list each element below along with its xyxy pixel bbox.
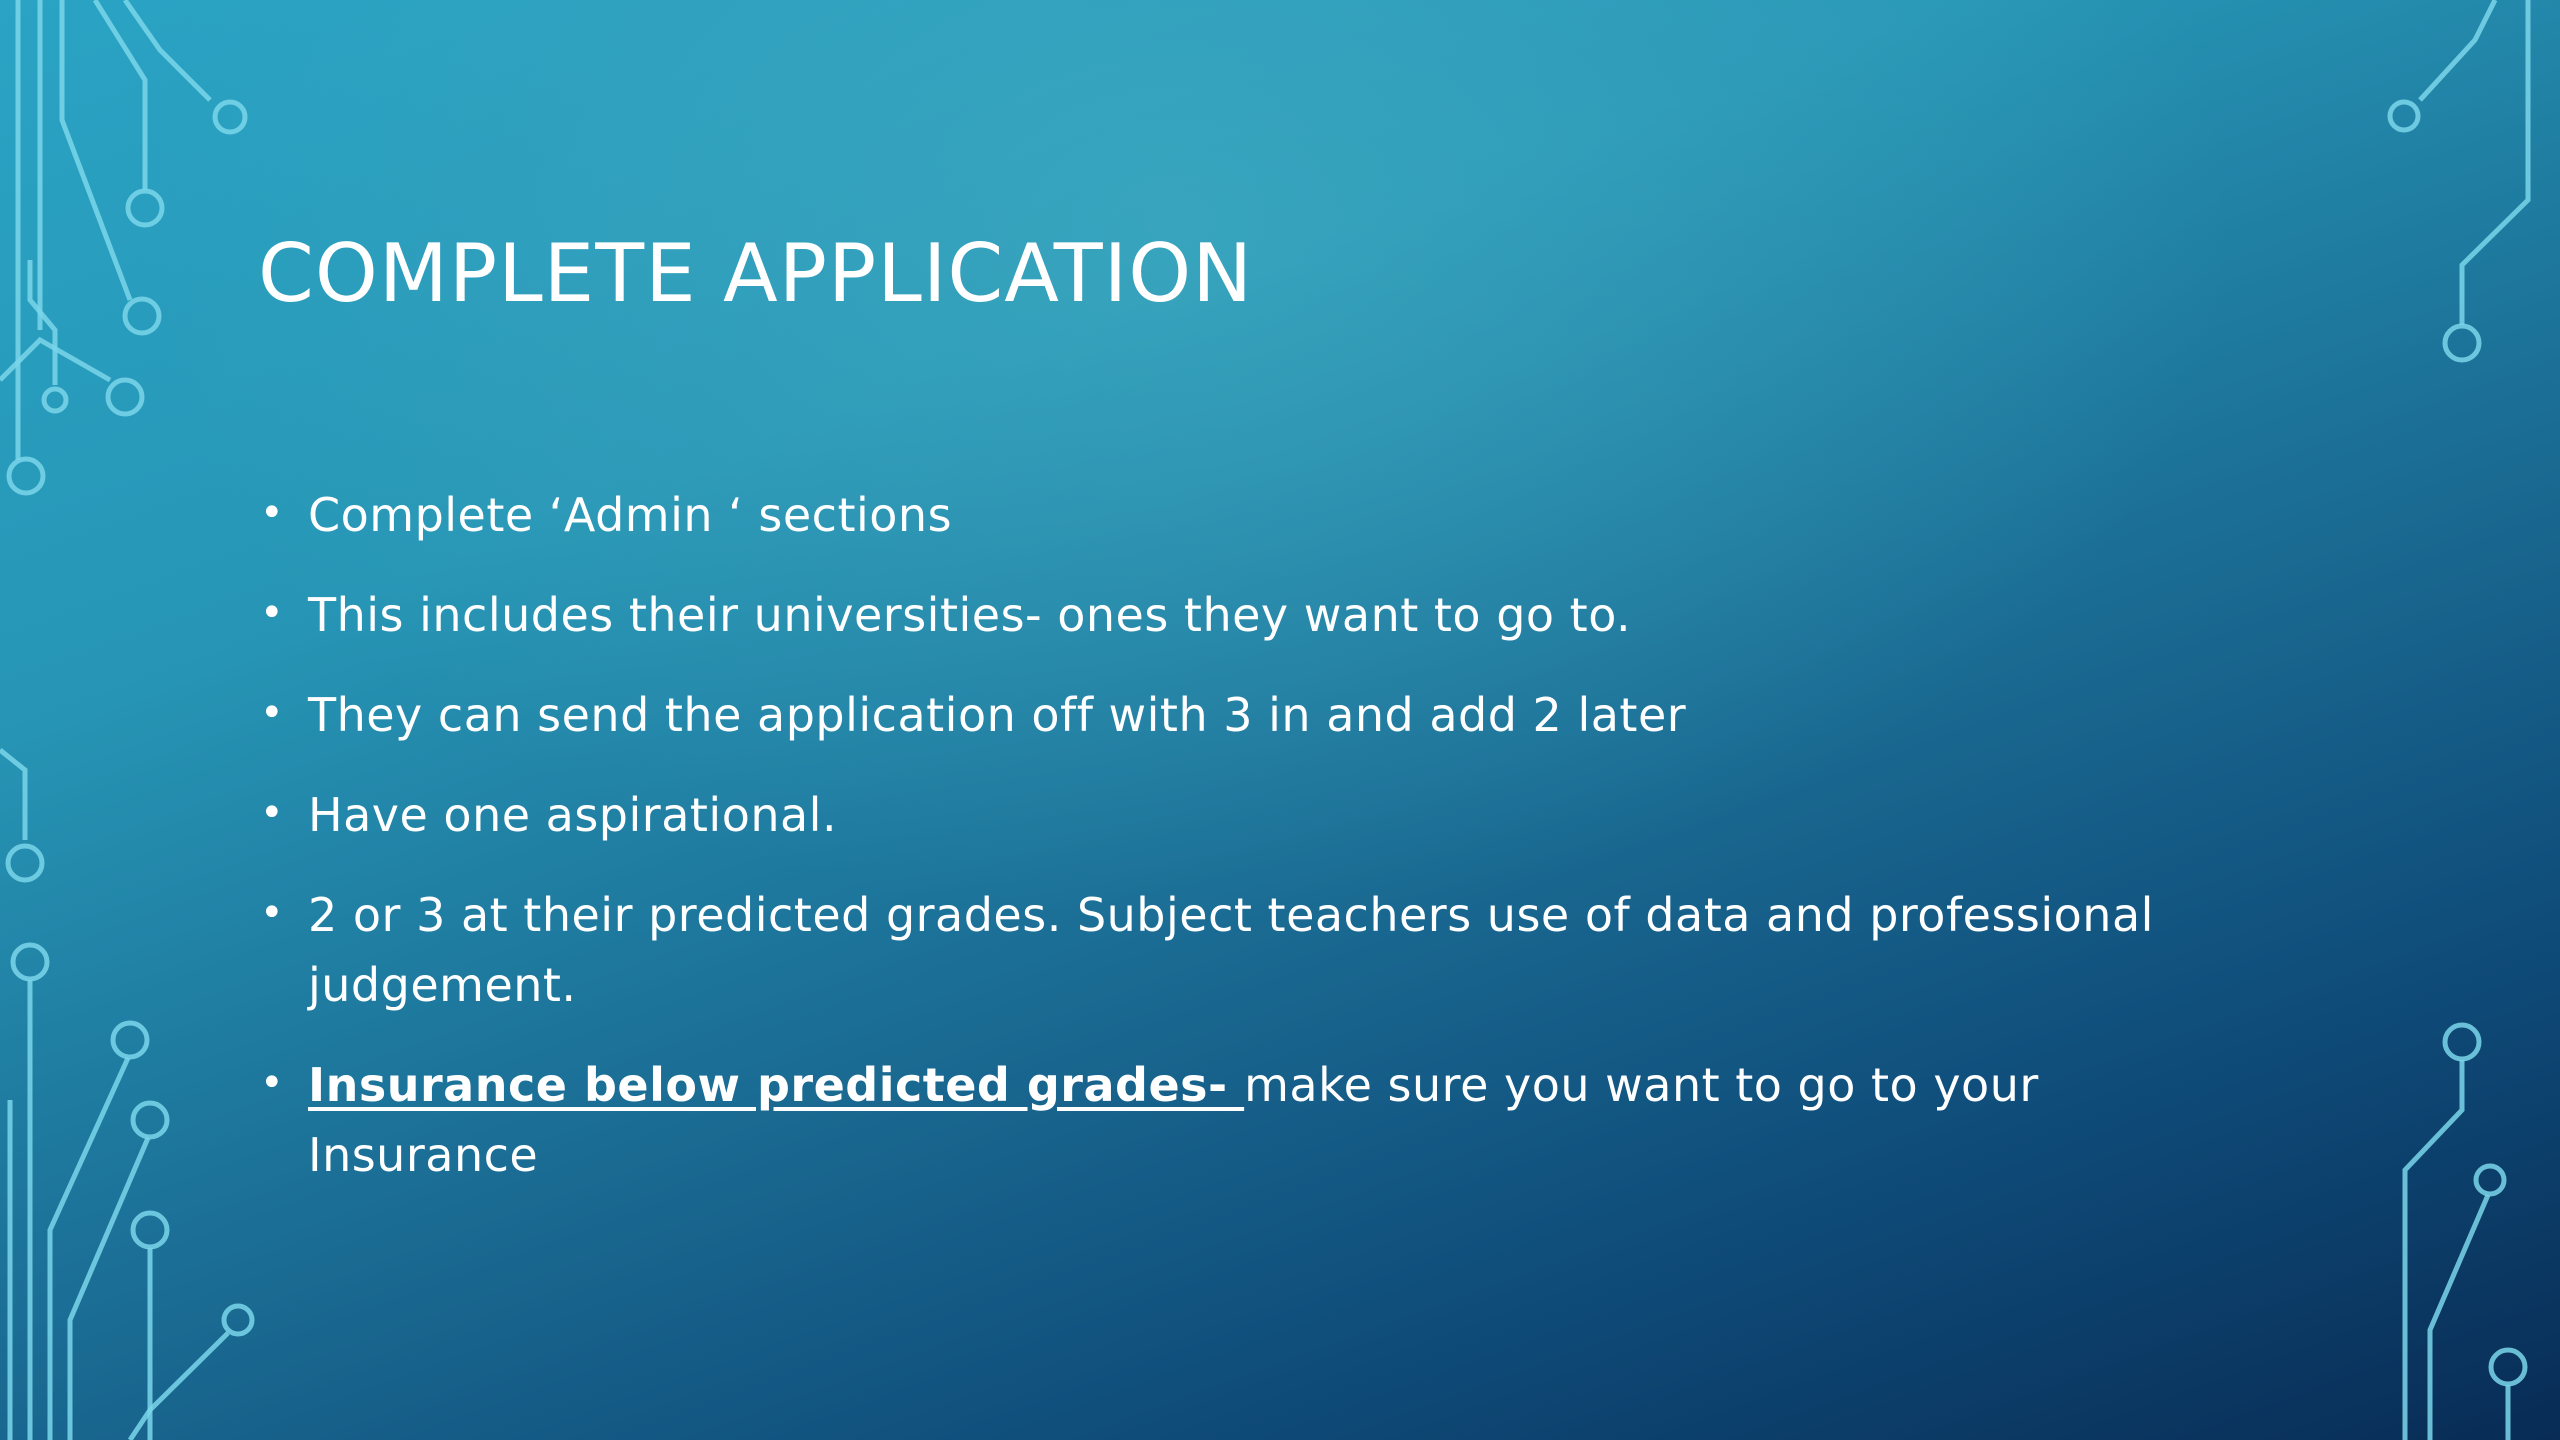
bullet-point-icon: • (260, 890, 285, 936)
bullet-point-icon: • (260, 790, 285, 836)
bullet-point-icon: • (260, 1060, 285, 1106)
bullet-item (258, 680, 2238, 750)
bullet-item (258, 480, 2238, 550)
bullet-text: Have one aspirational. (308, 788, 838, 842)
bullet-text: Complete ‘Admin ‘ sections (308, 488, 953, 542)
bullet-text: This includes their universities- ones they want to go to. (308, 588, 1632, 642)
bullet-text: They can send the application off with 3 in and add 2 later (308, 688, 1687, 742)
slide-title: COMPLETE APPLICATION (258, 227, 1254, 320)
bullet-text: 2 or 3 at their predicted grades. Subject teachers use of data and professional judgement. (308, 888, 2154, 1012)
bullet-point-icon: • (260, 590, 285, 636)
bullet-item (258, 1050, 2238, 1190)
bullet-item (258, 780, 2238, 850)
bullet-text: make sure you want to go to your Insurance (308, 1058, 2039, 1182)
bullet-item (258, 580, 2238, 650)
bullet-item (258, 880, 2238, 1020)
bullet-emphasis-text: Insurance below predicted grades- (308, 1058, 1245, 1112)
bullet-list (258, 480, 2238, 1220)
bullet-point-icon: • (260, 490, 285, 536)
bullet-point-icon: • (260, 690, 285, 736)
